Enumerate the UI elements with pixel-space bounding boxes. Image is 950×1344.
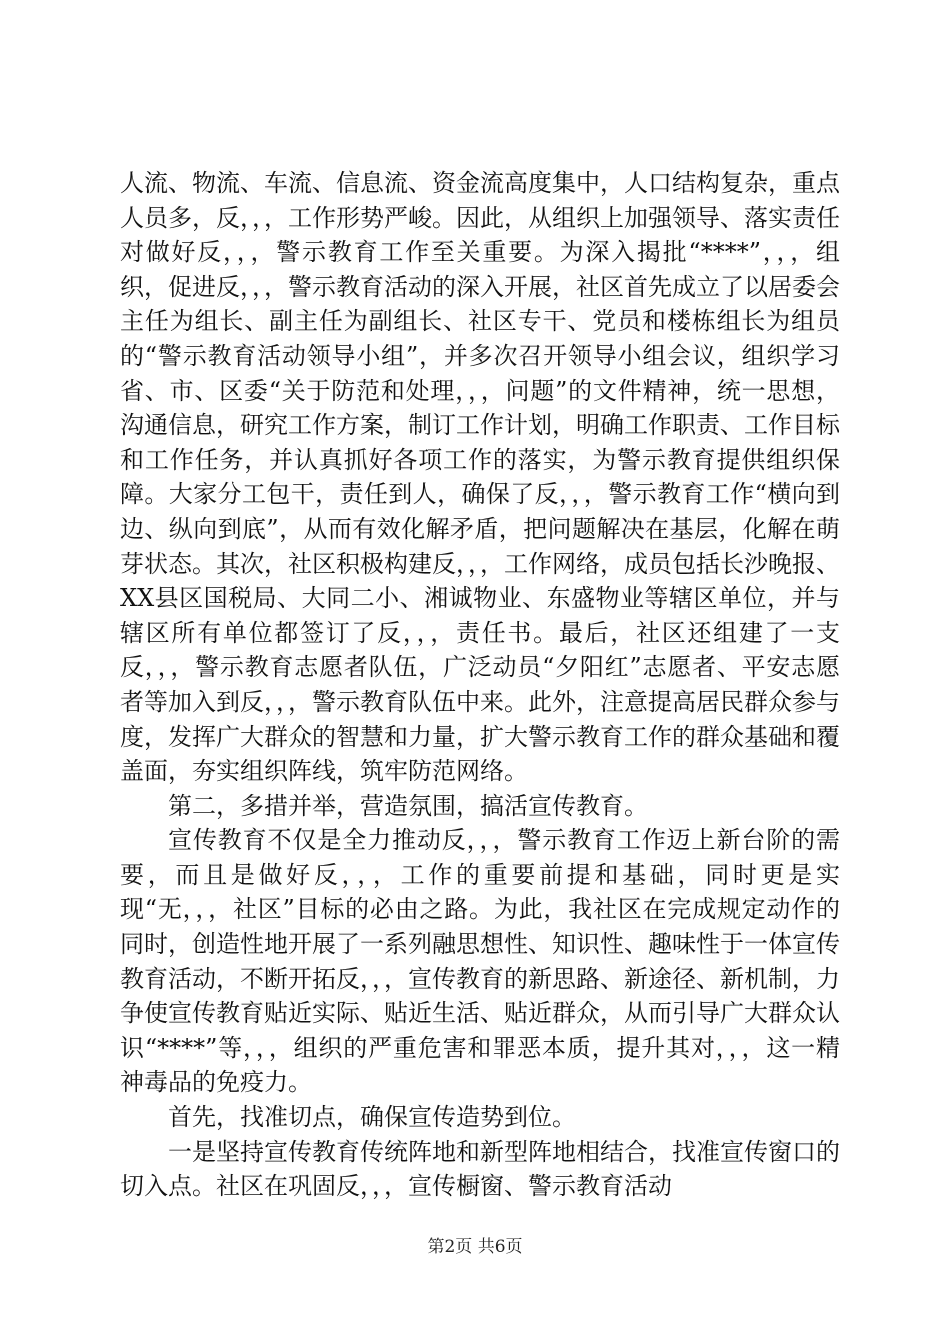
page-number-footer: 第2页 共6页 xyxy=(427,1237,523,1257)
paragraph-3: 宣传教育不仅是全力推动反，，，警示教育工作迈上新台阶的需要，而且是做好反，，，工作的重要前提和基础，同时更是实现“无，，，社区”目标的必由之路。为此，我社区在完成规定动作的同时，创造性地开展了一系列融思想性、知识性、趣味性于一体宣传教育活动，不断开拓反，，，宣传教育的新思路、新途径、新机制，力争使宣传教育贴近实际、贴近生活、贴近群众，从而引导广大群众认识“****”等，，，组织的严重危害和罪恶本质，提升其对，，，这一精神毒品的免疫力。 xyxy=(120,826,840,1097)
paragraph-5: 一是坚持宣传教育传统阵地和新型阵地相结合，找准宣传窗口的切入点。社区在巩固反，，，宣传橱窗、警示教育活动 xyxy=(120,1137,840,1201)
paragraph-1: 人流、物流、车流、信息流、资金流高度集中，人口结构复杂，重点人员多，反，，，工作形势严峻。因此，从组织上加强领导、落实责任对做好反，，，警示教育工作至关重要。为深入揭批“****”，，，组织，促进反，，，警示教育活动的深入开展，社区首先成立了以居委会主任为组长、副主任为副组长、社区专干、党员和楼栋组长为组员的“警示教育活动领导小组”，并多次召开领导小组会议，组织学习省、市、区委“关于防范和处理，，，问题”的文件精神，统一思想，沟通信息，研究工作方案，制订工作计划，明确工作职责、工作目标和工作任务，并认真抓好各项工作的落实，为警示教育提供组织保障。大家分工包干，责任到人，确保了反，，，警示教育工作“横向到边、纵向到底”，从而有效化解矛盾，把问题解决在基层，化解在萌芽状态。其次，社区积极构建反，，，工作网络，成员包括长沙晚报、XX县区国税局、大同二小、湘诚物业、东盛物业等辖区单位，并与辖区所有单位都签订了反，，，责任书。最后，社区还组建了一支反，，，警示教育志愿者队伍，广泛动员“夕阳红”志愿者、平安志愿者等加入到反，，，警示教育队伍中来。此外，注意提高居民群众参与度，发挥广大群众的智慧和力量，扩大警示教育工作的群众基础和覆盖面，夯实组织阵线，筑牢防范网络。 xyxy=(120,169,840,786)
paragraph-4-heading: 首先，找准切点，确保宣传造势到位。 xyxy=(168,1103,576,1132)
paragraph-2-heading: 第二，多措并举，营造氛围，搞活宣传教育。 xyxy=(168,791,648,820)
document-body xyxy=(120,166,840,1204)
